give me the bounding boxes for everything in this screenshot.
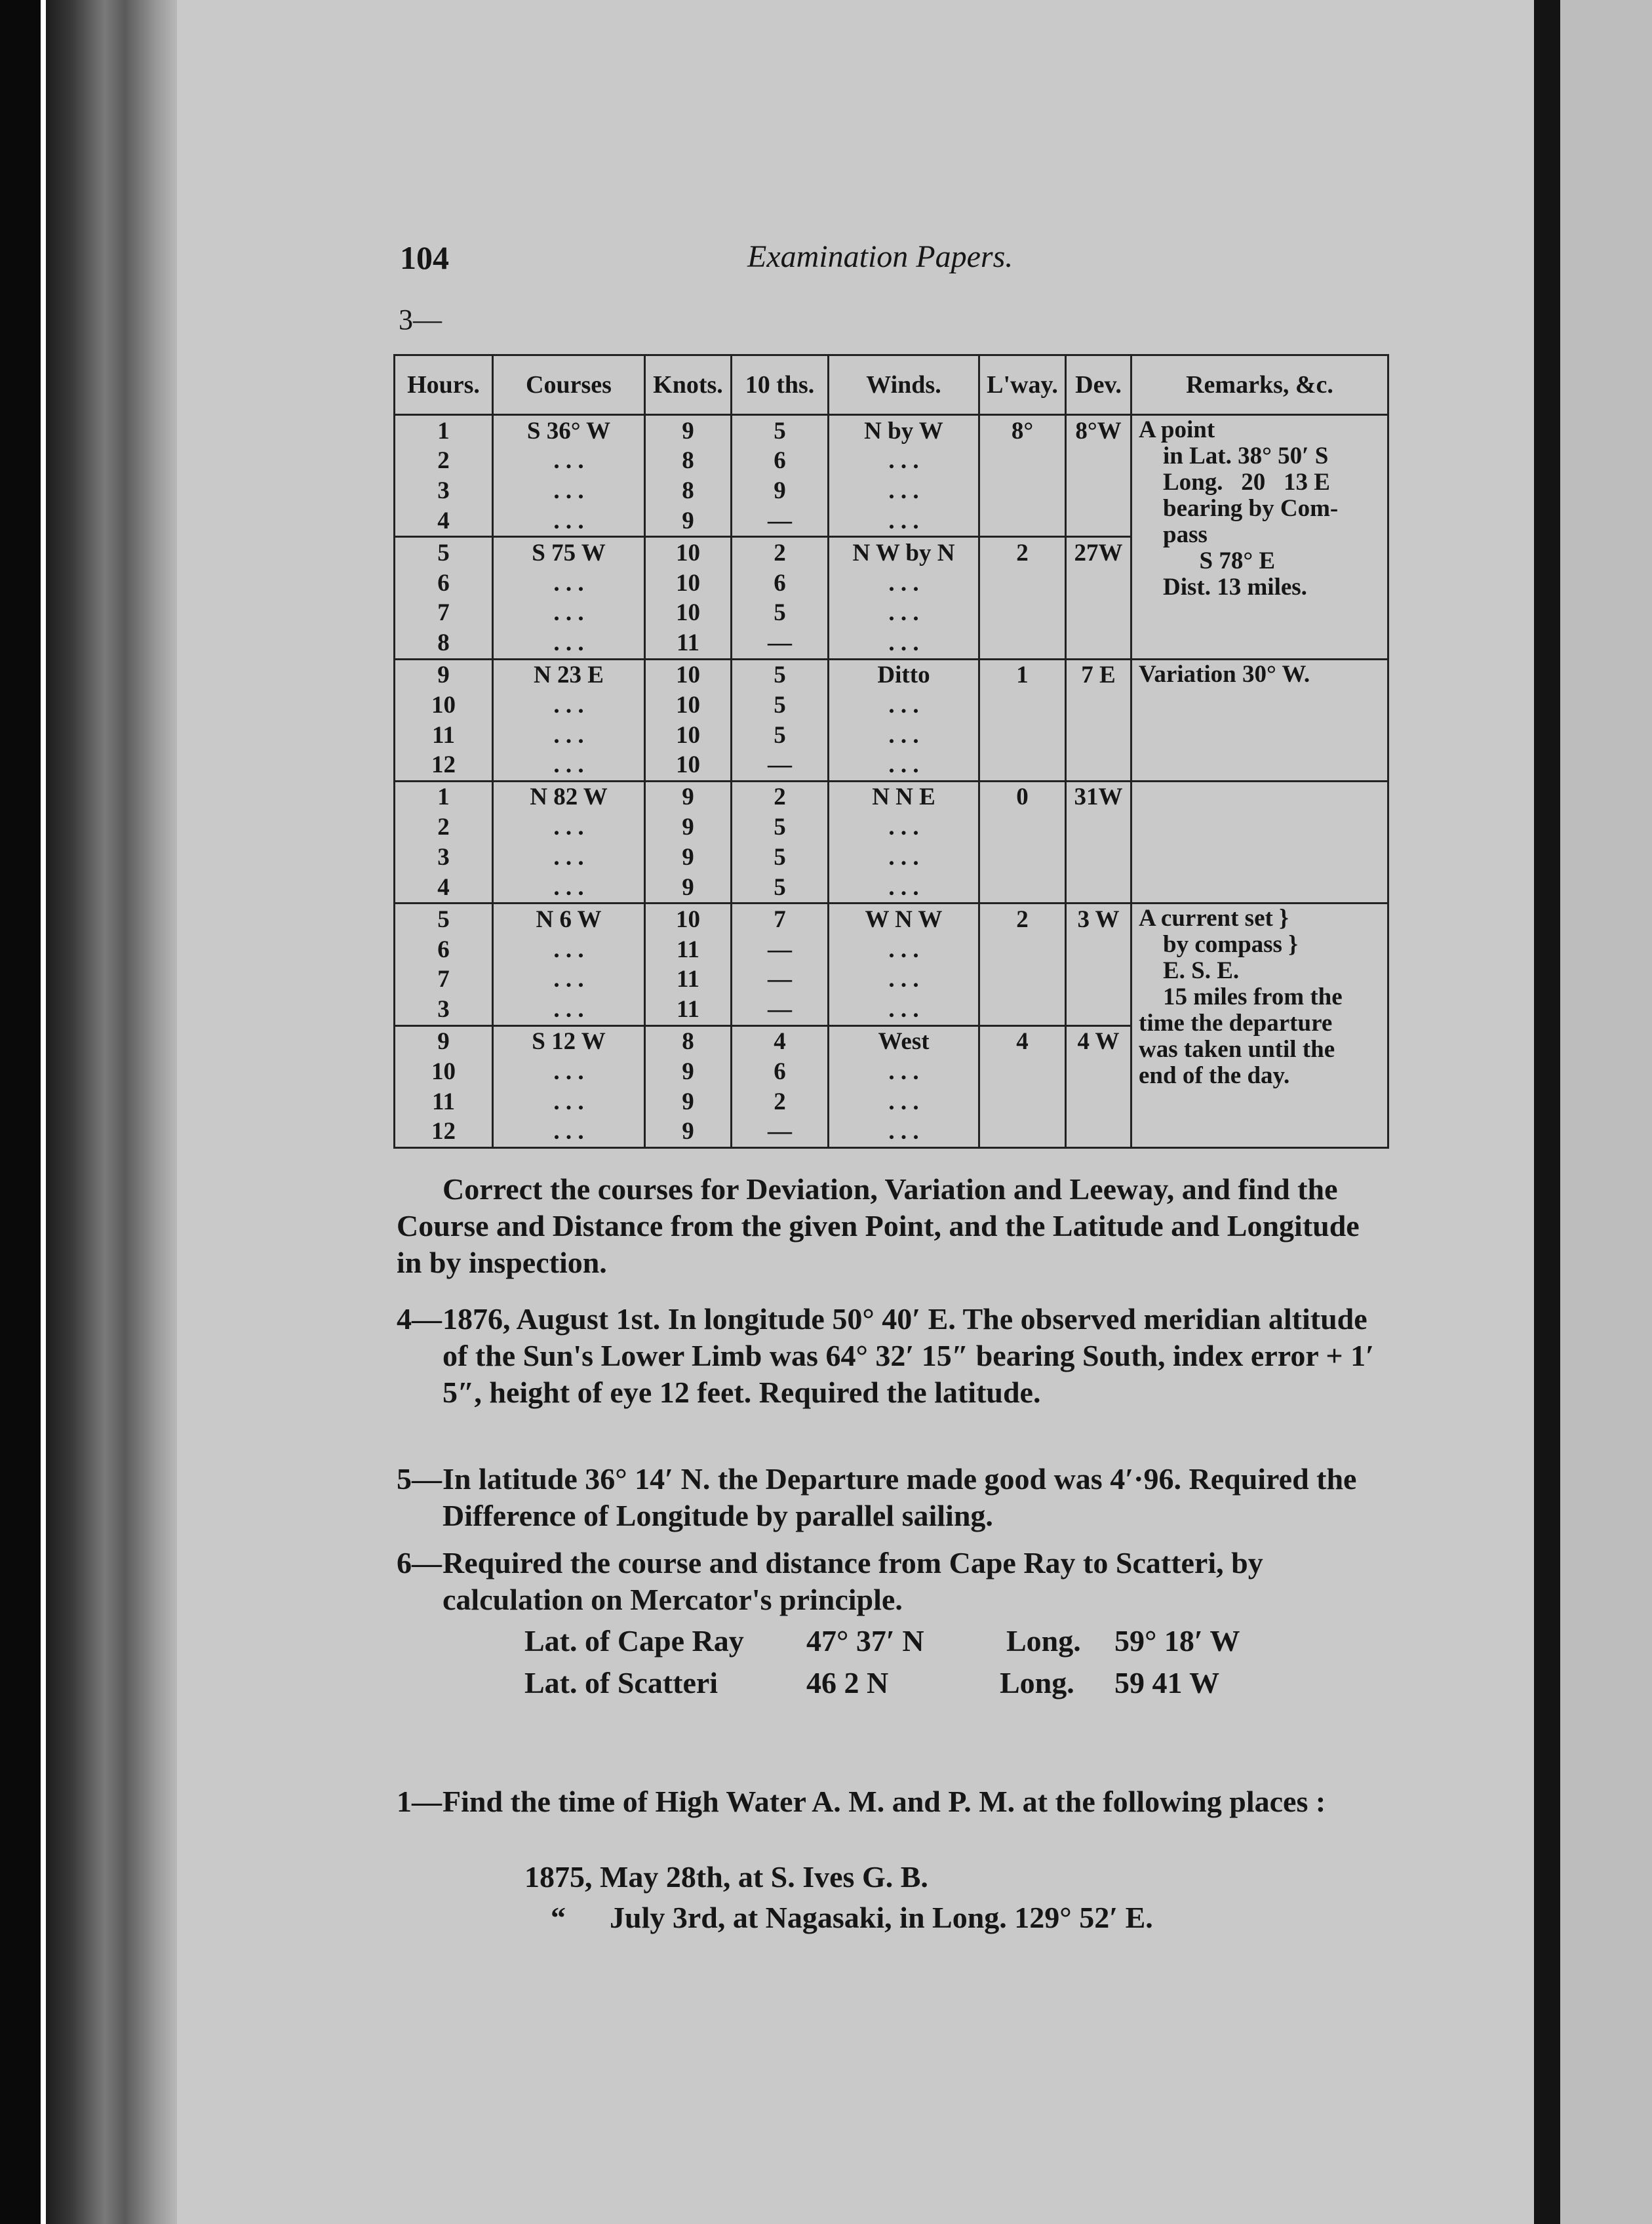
remarks-cell: A current set } by compass } E. S. E. 15 miles from the time the departure was taken until the end of the day.: [1131, 904, 1388, 1148]
wind-cell: . . .: [829, 995, 979, 1026]
wind-cell: . . .: [829, 476, 979, 506]
leeway-cell: 8°: [979, 415, 1066, 447]
log-table: [393, 354, 1389, 1149]
leeway-cell: [979, 476, 1066, 506]
wind-cell: . . .: [829, 1057, 979, 1087]
leeway-cell: [979, 568, 1066, 598]
tenths-cell: 5: [732, 812, 829, 843]
tenths-cell: 9: [732, 476, 829, 506]
knots-cell: 10: [645, 598, 732, 628]
column-header: Dev.: [1066, 355, 1131, 415]
knots-cell: 9: [645, 872, 732, 904]
tenths-cell: 5: [732, 415, 829, 447]
knots-cell: 11: [645, 964, 732, 995]
column-header: Remarks, &c.: [1131, 355, 1388, 415]
tenths-cell: —: [732, 750, 829, 782]
deviation-cell: 3 W: [1066, 904, 1131, 935]
cape-ray-latitude: 47° 37′ N: [806, 1624, 924, 1658]
course-cell: . . .: [493, 964, 645, 995]
knots-cell: 8: [645, 476, 732, 506]
course-cell: . . .: [493, 995, 645, 1026]
adjacent-page-edge: [1560, 0, 1652, 2224]
ditto-mark: “: [551, 1901, 566, 1934]
cape-ray-long-label: Long.: [1006, 1624, 1081, 1658]
hour-cell: 6: [437, 936, 450, 963]
deviation-cell: [1066, 446, 1131, 476]
tenths-cell: —: [732, 934, 829, 964]
deviation-cell: [1066, 964, 1131, 995]
leeway-cell: [979, 812, 1066, 843]
wind-cell: . . .: [829, 690, 979, 721]
table-row: [395, 904, 1388, 935]
leeway-cell: [979, 872, 1066, 904]
deviation-cell: 7 E: [1066, 659, 1131, 690]
wind-cell: N by W: [829, 415, 979, 447]
hour-cell: 3: [437, 996, 450, 1023]
leeway-cell: 0: [979, 781, 1066, 812]
tenths-cell: 5: [732, 872, 829, 904]
course-cell: . . .: [493, 476, 645, 506]
knots-cell: 10: [645, 904, 732, 935]
knots-cell: 9: [645, 415, 732, 447]
knots-cell: 9: [645, 1117, 732, 1148]
hour-cell: 5: [395, 537, 493, 568]
course-cell: . . .: [493, 720, 645, 750]
remarks-cell: A point in Lat. 38° 50′ S Long. 20 13 E bearing by Com- pass S 78° E Dist. 13 miles.: [1131, 415, 1388, 660]
tenths-cell: 2: [732, 1086, 829, 1117]
course-cell: . . .: [493, 843, 645, 873]
question-5: 5— In latitude 36° 14′ N. the Departure made good was 4′·96. Required the Difference of Longitude by parallel sailing.: [397, 1462, 1357, 1532]
scatteri-longitude: 59 41 W: [1114, 1666, 1220, 1699]
wind-cell: . . .: [829, 446, 979, 476]
leeway-cell: [979, 690, 1066, 721]
hour-cell: 5: [395, 904, 493, 935]
wind-cell: . . .: [829, 720, 979, 750]
course-cell: . . .: [493, 872, 645, 904]
deviation-cell: 27W: [1066, 537, 1131, 568]
deviation-cell: [1066, 568, 1131, 598]
book-left-edge: [41, 0, 46, 2224]
hour-cell: 7: [437, 599, 450, 627]
tenths-cell: 2: [732, 537, 829, 568]
wind-cell: N W by N: [829, 537, 979, 568]
leeway-cell: [979, 446, 1066, 476]
tenths-cell: —: [732, 628, 829, 660]
deviation-cell: [1066, 506, 1131, 537]
next-question-line-2: July 3rd, at Nagasaki, in Long. 129° 52′ E.: [610, 1901, 1153, 1934]
tenths-cell: —: [732, 964, 829, 995]
deviation-cell: [1066, 934, 1131, 964]
leeway-cell: [979, 1057, 1066, 1087]
course-cell: N 23 E: [493, 659, 645, 690]
page-number: 104: [400, 239, 449, 276]
deviation-cell: [1066, 690, 1131, 721]
deviation-cell: [1066, 1057, 1131, 1087]
leeway-cell: 2: [979, 537, 1066, 568]
course-cell: . . .: [493, 1086, 645, 1117]
leeway-cell: [979, 506, 1066, 537]
leeway-cell: [979, 934, 1066, 964]
hour-cell: 3: [437, 843, 450, 871]
tenths-cell: 2: [732, 781, 829, 812]
tenths-cell: 5: [732, 843, 829, 873]
running-head: Examination Papers.: [747, 239, 1013, 274]
knots-cell: 9: [645, 812, 732, 843]
page-gutter-shadow: [1534, 0, 1560, 2224]
course-cell: . . .: [493, 506, 645, 537]
knots-cell: 9: [645, 1057, 732, 1087]
table-row: [395, 659, 1388, 690]
hour-cell: 10: [431, 1058, 456, 1085]
knots-cell: 10: [645, 568, 732, 598]
wind-cell: Ditto: [829, 659, 979, 690]
knots-cell: 9: [645, 506, 732, 537]
scatteri-long-label: Long.: [1000, 1666, 1074, 1699]
course-cell: . . .: [493, 1117, 645, 1148]
knots-cell: 10: [645, 750, 732, 782]
question-3-number: 3—: [399, 304, 442, 336]
tenths-cell: —: [732, 506, 829, 537]
leeway-cell: [979, 628, 1066, 660]
course-cell: . . .: [493, 446, 645, 476]
leeway-cell: [979, 1117, 1066, 1148]
hour-cell: 1: [395, 781, 493, 812]
wind-cell: . . .: [829, 872, 979, 904]
knots-cell: 9: [645, 781, 732, 812]
knots-cell: 11: [645, 628, 732, 660]
wind-cell: . . .: [829, 964, 979, 995]
wind-cell: . . .: [829, 750, 979, 782]
knots-cell: 10: [645, 537, 732, 568]
course-cell: . . .: [493, 1057, 645, 1087]
deviation-cell: [1066, 843, 1131, 873]
tenths-cell: 6: [732, 568, 829, 598]
leeway-cell: [979, 843, 1066, 873]
tenths-cell: —: [732, 1117, 829, 1148]
wind-cell: . . .: [829, 628, 979, 660]
hour-cell: 4: [437, 507, 450, 534]
cape-ray-place: Lat. of Cape Ray: [524, 1624, 744, 1658]
course-cell: . . .: [493, 812, 645, 843]
leeway-cell: 2: [979, 904, 1066, 935]
deviation-cell: 8°W: [1066, 415, 1131, 447]
deviation-cell: [1066, 1086, 1131, 1117]
wind-cell: . . .: [829, 598, 979, 628]
hour-cell: 8: [437, 629, 450, 657]
course-cell: N 82 W: [493, 781, 645, 812]
course-cell: . . .: [493, 934, 645, 964]
deviation-cell: [1066, 812, 1131, 843]
hour-cell: 9: [395, 659, 493, 690]
hour-cell: 12: [431, 751, 456, 779]
deviation-cell: [1066, 628, 1131, 660]
course-cell: . . .: [493, 750, 645, 782]
table-row: [395, 415, 1388, 447]
knots-cell: 8: [645, 446, 732, 476]
hour-cell: 12: [431, 1118, 456, 1145]
scatteri-latitude: 46 2 N: [806, 1666, 889, 1699]
hour-cell: 6: [437, 569, 450, 597]
wind-cell: . . .: [829, 1086, 979, 1117]
course-cell: S 75 W: [493, 537, 645, 568]
hour-cell: 2: [437, 447, 450, 475]
hour-cell: 11: [432, 721, 455, 749]
hour-cell: 2: [437, 814, 450, 841]
remarks-cell: Variation 30° W.: [1131, 659, 1388, 781]
knots-cell: 8: [645, 1025, 732, 1057]
deviation-cell: [1066, 476, 1131, 506]
wind-cell: W N W: [829, 904, 979, 935]
wind-cell: . . .: [829, 812, 979, 843]
deviation-cell: [1066, 995, 1131, 1026]
course-cell: . . .: [493, 690, 645, 721]
question-6: 6— Required the course and distance from Cape Ray to Scatteri, by calculation on Mercator's principle.: [397, 1546, 1263, 1616]
knots-cell: 10: [645, 659, 732, 690]
tenths-cell: 4: [732, 1025, 829, 1057]
hour-cell: 9: [395, 1025, 493, 1057]
deviation-cell: [1066, 598, 1131, 628]
leeway-cell: [979, 995, 1066, 1026]
hour-cell: 1: [395, 415, 493, 447]
column-header: Hours.: [395, 355, 493, 415]
wind-cell: . . .: [829, 1117, 979, 1148]
deviation-cell: [1066, 872, 1131, 904]
course-cell: N 6 W: [493, 904, 645, 935]
course-cell: S 36° W: [493, 415, 645, 447]
wind-cell: N N E: [829, 781, 979, 812]
knots-cell: 10: [645, 690, 732, 721]
cape-ray-longitude: 59° 18′ W: [1114, 1624, 1240, 1658]
tenths-cell: —: [732, 995, 829, 1026]
leeway-cell: 1: [979, 659, 1066, 690]
deviation-cell: [1066, 750, 1131, 782]
leeway-cell: 4: [979, 1025, 1066, 1057]
table-body: [395, 415, 1388, 1148]
knots-cell: 11: [645, 995, 732, 1026]
deviation-cell: 4 W: [1066, 1025, 1131, 1057]
book-spine: [46, 0, 177, 2224]
leeway-cell: [979, 964, 1066, 995]
tenths-cell: 6: [732, 1057, 829, 1087]
wind-cell: West: [829, 1025, 979, 1057]
knots-cell: 11: [645, 934, 732, 964]
next-question: 1— Find the time of High Water A. M. and P. M. at the following places :: [397, 1785, 1326, 1818]
deviation-cell: [1066, 1117, 1131, 1148]
course-cell: . . .: [493, 598, 645, 628]
scatteri-place: Lat. of Scatteri: [524, 1666, 718, 1699]
tenths-cell: 5: [732, 659, 829, 690]
tenths-cell: 5: [732, 690, 829, 721]
tenths-cell: 5: [732, 598, 829, 628]
leeway-cell: [979, 598, 1066, 628]
hour-cell: 10: [431, 691, 456, 719]
hour-cell: 4: [437, 873, 450, 901]
column-header: Knots.: [645, 355, 732, 415]
remarks-cell: [1131, 781, 1388, 903]
question-3-instruction: Correct the courses for Deviation, Variation and Leeway, and find the Course and Distance from the given Point, and the Latitude and Longitude in by inspection.: [397, 1172, 1360, 1279]
tenths-cell: 5: [732, 720, 829, 750]
leeway-cell: [979, 1086, 1066, 1117]
deviation-cell: [1066, 720, 1131, 750]
hour-cell: 3: [437, 477, 450, 504]
column-header: Courses: [493, 355, 645, 415]
wind-cell: . . .: [829, 568, 979, 598]
knots-cell: 10: [645, 720, 732, 750]
hour-cell: 11: [432, 1088, 455, 1115]
column-header: Winds.: [829, 355, 979, 415]
wind-cell: . . .: [829, 506, 979, 537]
tenths-cell: 7: [732, 904, 829, 935]
leeway-cell: [979, 750, 1066, 782]
column-header: 10 ths.: [732, 355, 829, 415]
course-cell: . . .: [493, 628, 645, 660]
next-question-line-1: 1875, May 28th, at S. Ives G. B.: [524, 1860, 928, 1894]
table-row: [395, 781, 1388, 812]
wind-cell: . . .: [829, 843, 979, 873]
wind-cell: . . .: [829, 934, 979, 964]
knots-cell: 9: [645, 843, 732, 873]
course-cell: S 12 W: [493, 1025, 645, 1057]
knots-cell: 9: [645, 1086, 732, 1117]
table-header-row: [395, 355, 1388, 415]
tenths-cell: 6: [732, 446, 829, 476]
hour-cell: 7: [437, 966, 450, 993]
deviation-cell: 31W: [1066, 781, 1131, 812]
column-header: L'way.: [979, 355, 1066, 415]
course-cell: . . .: [493, 568, 645, 598]
question-4: 4— 1876, August 1st. In longitude 50° 40′ E. The observed meridian altitude of the Sun's Lower Limb was 64° 32′ 15″ bearing South, index error + 1′ 5″, height of eye 12 feet. Required the latitude.: [397, 1302, 1375, 1409]
leeway-cell: [979, 720, 1066, 750]
